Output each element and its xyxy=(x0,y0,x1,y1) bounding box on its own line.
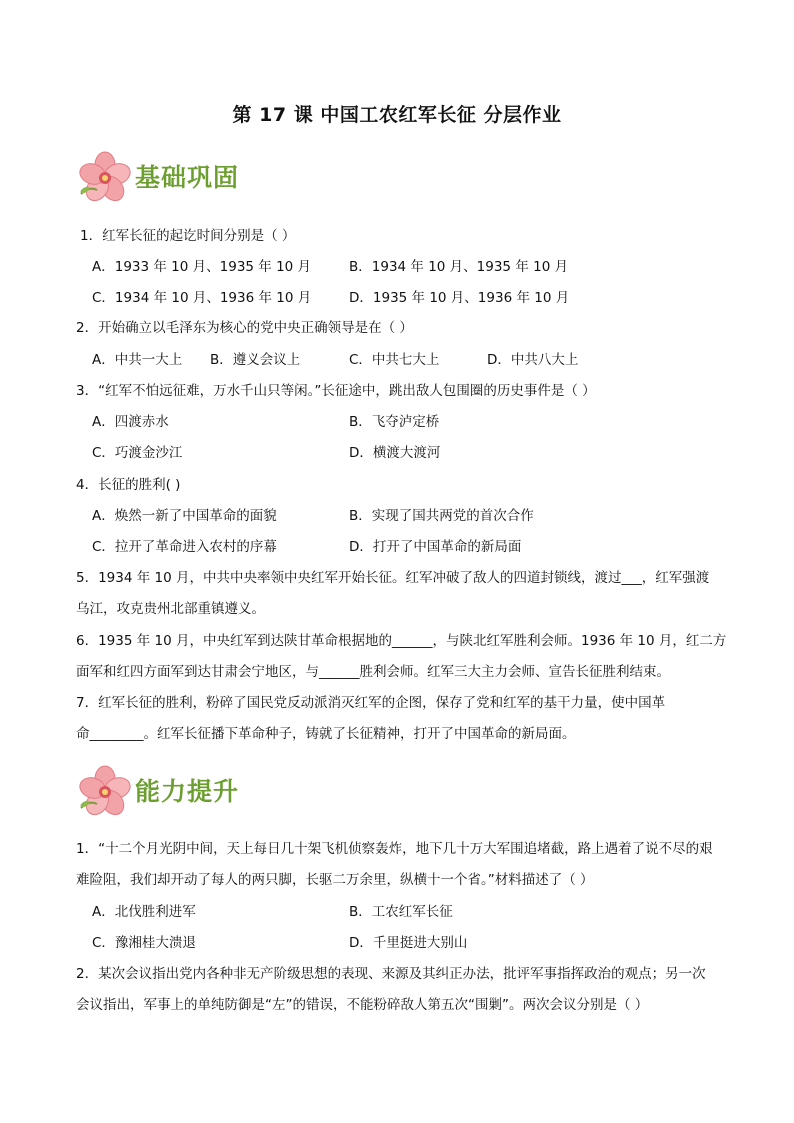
question-stem: 2．某次会议指出党内各种非无产阶级思想的表现、来源及其纠正办法，批评军事指挥政治的观点；另一次 xyxy=(76,966,706,982)
section-header-basic xyxy=(75,150,375,206)
option-d: D．横渡大渡河 xyxy=(349,445,441,461)
question-stem: 3．“红军不怕远征难，万水千山只等闲。”长征途中，跳出敌人包围圈的历史事件是（ ） xyxy=(76,383,596,399)
option-c: C．拉开了革命进入农村的序幕 xyxy=(92,539,277,555)
option-a: A．1933 年 10 月、1935 年 10 月 xyxy=(92,259,312,275)
option-d: D．1935 年 10 月、1936 年 10 月 xyxy=(349,290,570,306)
question-stem: 6．1935 年 10 月，中央红军到达陕甘革命根据地的______，与陕北红军胜利会师。1936 年 10 月，红二方 xyxy=(76,633,727,649)
page-title: 第 17 课 中国工农红军长征 分层作业 xyxy=(232,104,562,126)
question-stem-cont: 面军和红四方面军到达甘肃会宁地区，与______胜利会师。红军三大主力会师、宣告长征胜利结束。 xyxy=(76,664,670,680)
question-stem: 2．开始确立以毛泽东为核心的党中央正确领导是在（ ） xyxy=(76,320,413,336)
option-b: B．实现了国共两党的首次合作 xyxy=(349,508,534,524)
flower-icon xyxy=(75,764,135,820)
question-stem-cont: 命________。红军长征播下革命种子，铸就了长征精神，打开了中国革命的新局面。 xyxy=(76,726,576,742)
option-c: C．1934 年 10 月、1936 年 10 月 xyxy=(92,290,312,306)
option-b: B．遵义会议上 xyxy=(210,352,301,368)
section-title-advanced: 能力提升 xyxy=(135,777,240,806)
option-b: B．飞夺泸定桥 xyxy=(349,414,440,430)
option-d: D．打开了中国革命的新局面 xyxy=(349,539,522,555)
option-c: C．豫湘桂大溃退 xyxy=(92,935,196,951)
option-a: A．中共一大上 xyxy=(92,352,183,368)
option-c: C．巧渡金沙江 xyxy=(92,445,183,461)
question-stem: 5．1934 年 10 月，中共中央率领中央红军开始长征。红军冲破了敌人的四道封锁线，渡过___，红军强渡 xyxy=(76,570,710,586)
question-stem: 4．长征的胜利( ) xyxy=(76,477,181,493)
section-title-basic: 基础巩固 xyxy=(135,163,240,192)
option-a: A．焕然一新了中国革命的面貌 xyxy=(92,508,277,524)
flower-icon xyxy=(75,150,135,206)
option-b: B．工农红军长征 xyxy=(349,904,453,920)
question-stem-cont: 会议指出，军事上的单纯防御是“左”的错误，不能粉碎敌人第五次“围剿”。两次会议分别是（ ） xyxy=(76,997,649,1013)
option-a: A．北伐胜利进军 xyxy=(92,904,196,920)
option-c: C．中共七大上 xyxy=(349,352,440,368)
question-stem-cont: 乌江，攻克贵州北部重镇遵义。 xyxy=(76,601,265,617)
question-stem: 1．“十二个月光阴中间，天上每日几十架飞机侦察轰炸，地下几十万大军围追堵截，路上遇着了说不尽的艰 xyxy=(76,841,713,857)
question-stem-cont: 难险阻，我们却开动了每人的两只脚，长驱二万余里，纵横十一个省。”材料描述了（ ） xyxy=(76,872,594,888)
option-a: A．四渡赤水 xyxy=(92,414,169,430)
option-d: D．中共八大上 xyxy=(487,352,579,368)
question-stem: 1．红军长征的起讫时间分别是（ ） xyxy=(80,228,296,244)
question-stem: 7．红军长征的胜利，粉碎了国民党反动派消灭红军的企图，保存了党和红军的基干力量，使中国革 xyxy=(76,695,666,711)
section-header-advanced xyxy=(75,764,375,820)
option-b: B．1934 年 10 月、1935 年 10 月 xyxy=(349,259,569,275)
option-d: D．千里挺进大别山 xyxy=(349,935,468,951)
